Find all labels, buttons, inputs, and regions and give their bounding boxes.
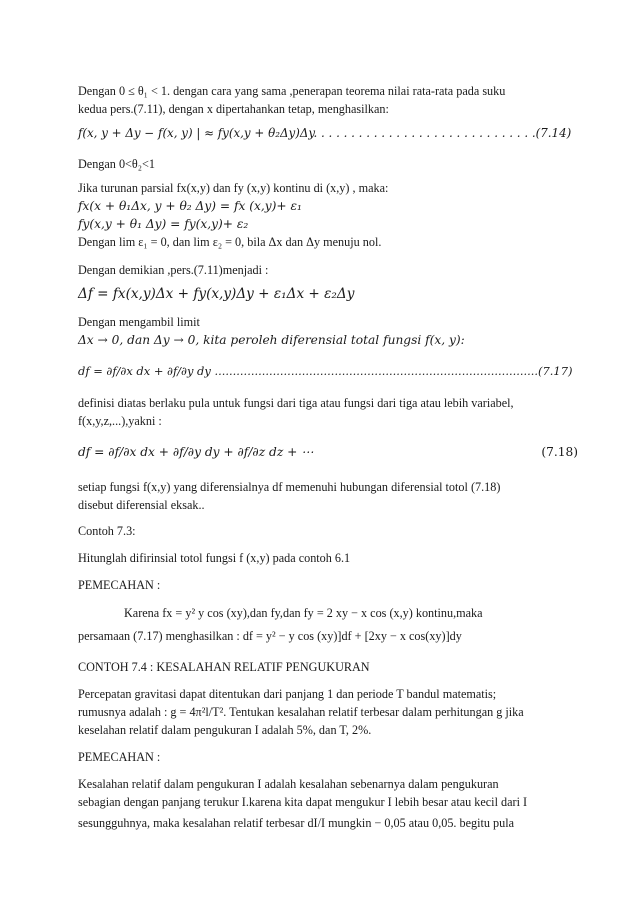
- text-line: Contoh 7.3:: [78, 524, 136, 538]
- equation-line: fx(x + θ₁Δx, y + θ₂ Δy) = fx (x,y)+ ε₁: [78, 199, 302, 213]
- equation-line: Δx → 0, dan Δy → 0, kita peroleh diferensial total fungsi f(x, y):: [78, 333, 465, 347]
- text-line: setiap fungsi f(x,y) yang diferensialnya df memenuhi hubungan diferensial totol (7.18): [78, 480, 501, 494]
- text-line: Dengan 0 ≤ θ₁ < 1. dengan cara yang sama ,penerapan teorema nilai rata-rata pada suku: [78, 84, 506, 98]
- text-line: Kesalahan relatif dalam pengukuran I adalah kesalahan sebenarnya dalam pengukuran: [78, 777, 499, 791]
- section-heading: PEMECAHAN :: [78, 750, 161, 764]
- text-line: Hitunglah difirinsial totol fungsi f (x,y) pada contoh 6.1: [78, 551, 351, 565]
- equation-7-14: f(x, y + Δy − f(x, y) | ≈ fy(x,y + θ₂Δy)Δy. . . . . . . . . . . . . . . . . . . . . . . . . . . . . .(7.14): [78, 126, 572, 140]
- equation-7-17: df = ∂f/∂x dx + ∂f/∂y dy .........................................................................................(7.17): [78, 364, 573, 378]
- equation-line: fy(x,y + θ₁ Δy) = fy(x,y)+ ε₂: [78, 217, 249, 231]
- text-line: persamaan (7.17) menghasilkan : df = y² − y cos (xy)]df + [2xy − x cos(xy)]dy: [78, 629, 462, 643]
- section-heading: CONTOH 7.4 : KESALAHAN RELATIF PENGUKURAN: [78, 660, 370, 674]
- text-line: Percepatan gravitasi dapat ditentukan dari panjang 1 dan periode T bandul matematis;: [78, 687, 497, 701]
- text-line: keselahan relatif dalam pengukuran I adalah 5%, dan T, 2%.: [78, 723, 372, 737]
- text-line: sebagian dengan panjang terukur I.karena kita dapat mengukur I lebih besar atau kecil dari I: [78, 795, 528, 809]
- text-line: kedua pers.(7.11), dengan x dipertahankan tetap, menghasilkan:: [78, 102, 389, 116]
- text-line: Dengan lim ε₁ = 0, dan lim ε₂ = 0, bila Δx dan Δy menuju nol.: [78, 235, 382, 249]
- text-line: disebut diferensial eksak..: [78, 498, 205, 512]
- text-line: f(x,y,z,...),yakni :: [78, 414, 162, 428]
- text-line: Jika turunan parsial fx(x,y) dan fy (x,y) kontinu di (x,y) , maka:: [78, 181, 389, 195]
- text-line: Dengan mengambil limit: [78, 315, 200, 329]
- equation-7-18: [78, 443, 578, 461]
- text-line: rumusnya adalah : g = 4π²l/T². Tentukan kesalahan relatif terbesar dalam perhitungan g jika: [78, 705, 524, 719]
- text-line: definisi diatas berlaku pula untuk fungsi dari tiga atau fungsi dari tiga atau lebih variabel,: [78, 396, 514, 410]
- text-line: Dengan 0<θ₂<1: [78, 157, 155, 171]
- equation-body: df = ∂f/∂x dx + ∂f/∂y dy + ∂f/∂z dz + ⋯: [78, 445, 314, 459]
- text-line: Dengan demikian ,pers.(7.11)menjadi :: [78, 263, 269, 277]
- equation-number: (7.18): [541, 445, 578, 459]
- text-line: sesungguhnya, maka kesalahan relatif terbesar dI/I mungkin − 0,05 atau 0,05. begitu pula: [78, 816, 515, 830]
- section-heading: PEMECAHAN :: [78, 578, 161, 592]
- equation-line: Δf = fx(x,y)Δx + fy(x,y)Δy + ε₁Δx + ε₂Δy: [78, 286, 355, 302]
- text-line: Karena fx = y² y cos (xy),dan fy,dan fy = 2 xy − x cos (x,y) kontinu,maka: [124, 606, 483, 620]
